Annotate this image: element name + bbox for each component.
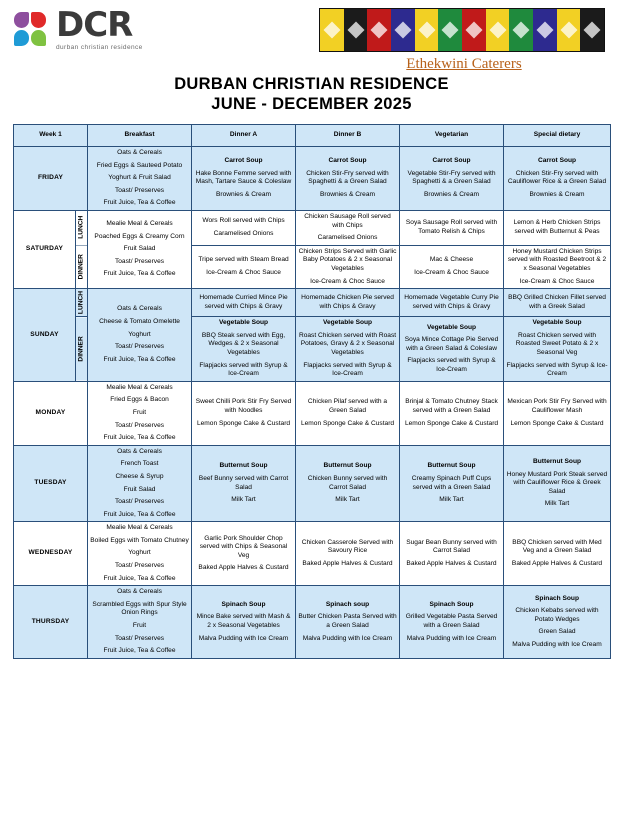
cell-breakfast: [88, 586, 192, 659]
cell-lines-dinnera-friday: [194, 157, 293, 199]
menu-line: Milk Tart: [231, 496, 256, 504]
cell-lines-breakfast-saturday: [90, 220, 189, 279]
menu-line: Toast/ Preserves: [114, 257, 165, 265]
menu-line: Butternut Soup: [427, 462, 476, 470]
cell-dinner-a: [192, 317, 296, 382]
cell-lines-breakfast-thursday: [90, 588, 189, 656]
menu-line: Homemade Vegetable Curry Pie served with Chips & Gravy: [404, 294, 499, 310]
table-row: [14, 445, 611, 522]
menu-line: Sweet Chilli Pork Stir Fry Served with Noodles: [195, 398, 292, 414]
brand-name: DCR: [56, 5, 133, 45]
cell-lines-dinnera-tuesday: [194, 462, 293, 504]
cell-lines-dinner-a-saturday: [194, 256, 293, 277]
menu-line: Caramelised Onions: [213, 229, 274, 237]
menu-line: Mealie Meal & Cereals: [106, 220, 173, 228]
menu-line: Fruit Juice, Tea & Coffee: [103, 647, 176, 655]
menu-line: Yoghurt: [128, 549, 151, 557]
menu-line: Garlic Pork Shoulder Chop served with Chips & Seasonal Veg: [199, 534, 288, 559]
menu-line: Chicken Casserole Served with Savoury Rice: [301, 538, 394, 555]
cell-lines-dinnerb-thursday: [298, 601, 397, 643]
menu-line: Fried Eggs & Bacon: [110, 396, 169, 404]
menu-line: Carrot Soup: [224, 157, 263, 165]
menu-line: Vegetable Soup: [426, 323, 477, 331]
menu-line: Honey Mustard Chicken Strips served with Roasted Beetroot & 2 x Seasonal Vegetables: [507, 247, 607, 272]
cell-dinner-b: [296, 522, 400, 586]
menu-line: Toast/ Preserves: [114, 186, 165, 194]
day-friday: FRIDAY: [14, 147, 88, 211]
cell-lines-veg-monday: [402, 398, 501, 428]
menu-line: BBQ Steak served with Egg, Wedges & 2 x Seasonal Vegetables: [201, 331, 286, 356]
menu-line: Brownies & Cream: [320, 191, 375, 199]
day-tuesday: TUESDAY: [14, 445, 88, 522]
table-row: [14, 586, 611, 659]
table-row: [14, 289, 611, 317]
cell-dinner-a: [192, 445, 296, 522]
menu-line: Flapjacks served with Syrup & Ice-Cream: [199, 361, 288, 378]
menu-line: Caramelised Onions: [317, 234, 378, 242]
menu-line: Green Salad: [538, 628, 576, 636]
menu-line: Spinach Soup: [429, 600, 474, 608]
cell-lines-lunch-sp-sunday: [506, 294, 608, 311]
menu-line: BBQ Grilled Chicken Fillet served with a Greek Salad: [508, 294, 606, 310]
menu-line: Fruit Salad: [123, 245, 156, 253]
menu-line: Ice-Cream & Choc Sauce: [310, 277, 385, 285]
menu-line: Oats & Cereals: [117, 447, 162, 455]
table-row: [14, 381, 611, 445]
menu-line: Yoghurt & Fruit Salad: [108, 174, 171, 182]
cell-dinner-a: [192, 245, 296, 288]
menu-line: Lemon Sponge Cake & Custard: [300, 419, 395, 427]
african-pattern-banner-icon: [319, 8, 605, 52]
menu-line: Toast/ Preserves: [114, 634, 165, 642]
menu-line: Ice-Cream & Choc Sauce: [206, 268, 281, 276]
cell-lines-dinner-veg-saturday: [402, 256, 501, 277]
menu-line: Malva Pudding with Ice Cream: [512, 640, 602, 648]
cell-special: [504, 381, 611, 445]
cell-dinner-b: [296, 317, 400, 382]
label-dinner: DINNER: [76, 317, 88, 382]
cell-special: [504, 210, 611, 245]
cell-dinner-b: [296, 586, 400, 659]
menu-line: Spinach Soup: [221, 600, 266, 608]
menu-line: Mealie Meal & Cereals: [106, 524, 173, 532]
menu-line: Chicken Strips Served with Garlic Baby Potatoes & 2 x Seasonal Vegetables: [298, 247, 397, 272]
menu-line: Spinach soup: [325, 600, 370, 608]
cell-breakfast: [88, 210, 192, 288]
cell-vegetarian: [400, 317, 504, 382]
menu-line: Chicken Pilaf served with a Green Salad: [307, 398, 388, 414]
cell-lines-dinner-veg-sunday: [402, 324, 501, 375]
day-wednesday: WEDNESDAY: [14, 522, 88, 586]
menu-line: Oats & Cereals: [117, 588, 162, 596]
cell-lines-special-monday: [506, 398, 608, 428]
cell-lines-breakfast-monday: [90, 384, 189, 443]
cell-lines-breakfast-friday: [90, 149, 189, 208]
cell-special: [504, 445, 611, 522]
cell-breakfast: [88, 445, 192, 522]
menu-line: Mince Bake served with Mash & 2 x Seasonal Vegetables: [196, 613, 291, 630]
dcr-logo: [14, 5, 143, 52]
cell-lines-dinner-sp-saturday: [506, 248, 608, 286]
day-thursday: THURSDAY: [14, 586, 88, 659]
cell-lines-special-tuesday: [506, 458, 608, 509]
dcr-logo-icon: [14, 12, 48, 48]
cell-lines-special-friday: [506, 157, 608, 199]
menu-line: Mac & Cheese: [429, 256, 474, 264]
menu-line: Mealie Meal & Cereals: [106, 383, 173, 391]
cell-dinner-a: [192, 522, 296, 586]
cell-dinner-b: [296, 210, 400, 245]
cell-lines-dinnera-monday: [194, 398, 293, 428]
cell-lines-dinner-b-saturday: [298, 248, 397, 286]
menu-line: Carrot Soup: [432, 157, 471, 165]
menu-line: Chicken Bunny served with Carrot Salad: [307, 474, 388, 491]
menu-line: Roast Chicken served with Roasted Sweet Potato & 2 x Seasonal Veg: [515, 331, 599, 356]
menu-line: Fruit Juice, Tea & Coffee: [103, 574, 176, 582]
menu-line: Oats & Cereals: [117, 149, 162, 156]
menu-line: Chicken Stir-Fry served with Spaghetti & a Green Salad: [306, 169, 389, 186]
menu-line: Flapjacks served with Syrup & Ice-Cream: [506, 361, 608, 378]
menu-line: French Toast: [120, 460, 159, 468]
cell-dinner-b: [296, 289, 400, 317]
cell-special: [504, 317, 611, 382]
cell-vegetarian: [400, 289, 504, 317]
menu-line: Milk Tart: [544, 500, 570, 508]
cell-lines-special-thursday: [506, 595, 608, 650]
menu-line: Lemon Sponge Cake & Custard: [196, 419, 291, 427]
menu-line: Mexican Pork Stir Fry Served with Cauliflower Mash: [507, 398, 607, 414]
menu-body: [14, 147, 611, 659]
menu-line: Chicken Stir-Fry served with Cauliflower Rice & a Green Salad: [507, 169, 607, 186]
cell-dinner-a: [192, 147, 296, 211]
menu-line: Lemon & Herb Chicken Strips served with Butternut & Peas: [513, 219, 601, 235]
menu-line: Baked Apple Halves & Custard: [302, 560, 393, 568]
header-special-dietary: Special dietary: [504, 125, 611, 147]
menu-line: Creamy Spinach Puff Cups served with a Green Salad: [411, 474, 492, 491]
header-week: Week 1: [14, 125, 88, 147]
caterer-name: Ethekwini Caterers: [406, 56, 522, 72]
menu-line: Roast Chicken served with Roast Potatoes, Gravy & 2 x Seasonal Vegetables: [298, 331, 397, 356]
day-sunday: SUNDAY: [14, 289, 76, 382]
cell-special: [504, 289, 611, 317]
cell-lines-breakfast-tuesday: [90, 448, 189, 520]
menu-line: Soya Sausage Roll served with Tomato Relish & Chips: [405, 219, 498, 235]
menu-line: Toast/ Preserves: [114, 343, 165, 351]
label-lunch: LUNCH: [76, 289, 88, 317]
menu-line: Fruit Juice, Tea & Coffee: [103, 434, 176, 442]
cell-lines-dinner-sp-sunday: [506, 319, 608, 379]
menu-line: Cheese & Tomato Omelette: [99, 318, 180, 326]
menu-line: Homemade Chicken Pie served with Chips & Gravy: [301, 294, 394, 310]
table-row: [14, 210, 611, 245]
menu-line: Vegetable Stir-Fry served with Spaghetti & a Green Salad: [407, 169, 496, 186]
menu-line: Flapjacks served with Syrup & Ice-Cream: [303, 361, 392, 378]
menu-line: Fruit Juice, Tea & Coffee: [103, 510, 176, 518]
cell-lines-veg-thursday: [402, 601, 501, 643]
menu-line: Flapjacks served with Syrup & Ice-Cream: [407, 357, 496, 373]
cell-lines-lunch-sp-saturday: [506, 219, 608, 236]
menu-line: Lemon Sponge Cake & Custard: [510, 419, 604, 427]
menu-line: Vegetable Soup: [322, 319, 373, 327]
cell-lines-special-wednesday: [506, 539, 608, 569]
cell-special: [504, 586, 611, 659]
cell-lines-dinnerb-wednesday: [298, 539, 397, 569]
menu-line: Lemon Sponge Cake & Custard: [404, 419, 499, 427]
cell-lines-dinnera-thursday: [194, 601, 293, 643]
cell-vegetarian: [400, 210, 504, 245]
cell-dinner-a: [192, 210, 296, 245]
menu-line: Homemade Curried Mince Pie served with Chips & Gravy: [199, 294, 288, 310]
day-monday: MONDAY: [14, 381, 88, 445]
menu-line: Malva Pudding with Ice Cream: [302, 634, 393, 642]
menu-line: Butternut Soup: [219, 462, 268, 470]
menu-line: Milk Tart: [439, 496, 464, 504]
menu-line: Brownies & Cream: [529, 191, 585, 199]
menu-line: Vegetable Soup: [532, 319, 582, 327]
cell-breakfast: [88, 381, 192, 445]
title-line-2: JUNE - DECEMBER 2025: [211, 95, 412, 113]
cell-vegetarian: [400, 445, 504, 522]
label-dinner: DINNER: [76, 245, 88, 288]
menu-line: BBQ Chicken served with Med Veg and a Green Salad: [512, 538, 602, 555]
menu-line: Scrambled Eggs with Spur Style Onion Rings: [92, 600, 187, 617]
menu-table: [13, 124, 611, 659]
menu-line: Malva Pudding with Ice Cream: [198, 634, 289, 642]
cell-lines-lunch-b-sunday: [298, 294, 397, 311]
cell-vegetarian: [400, 586, 504, 659]
menu-line: Chicken Kebabs served with Potato Wedges: [515, 607, 599, 623]
menu-line: Sugar Bean Bunny served with Carrot Salad: [406, 538, 497, 555]
cell-dinner-b: [296, 445, 400, 522]
menu-line: Wors Roll served with Chips: [202, 217, 285, 225]
menu-line: Hake Bonne Femme served with Mash, Tartare Sauce & Coleslaw: [195, 169, 292, 186]
cell-lines-dinnerb-friday: [298, 157, 397, 199]
cell-vegetarian: [400, 245, 504, 288]
menu-line: Fruit: [132, 408, 147, 416]
cell-lines-dinner-a-sunday: [194, 319, 293, 379]
menu-line: Chicken Sausage Roll served with Chips: [304, 212, 391, 229]
cell-lines-veg-tuesday: [402, 462, 501, 504]
cell-vegetarian: [400, 147, 504, 211]
menu-line: Poached Eggs & Creamy Corn: [94, 232, 185, 240]
cell-lines-veg-wednesday: [402, 539, 501, 569]
menu-line: Boiled Eggs with Tomato Chutney: [90, 536, 189, 544]
page-title: [0, 74, 623, 114]
cell-lines-breakfast-sunday: [90, 305, 189, 364]
menu-line: Fruit Juice, Tea & Coffee: [103, 355, 176, 363]
table-header-row: [14, 125, 611, 147]
menu-line: Butter Chicken Pasta Served with a Green Salad: [298, 613, 397, 630]
header-breakfast: Breakfast: [88, 125, 192, 147]
menu-line: Cheese & Syrup: [115, 472, 164, 480]
menu-line: Milk Tart: [335, 496, 360, 504]
menu-line: Fruit Juice, Tea & Coffee: [103, 199, 176, 207]
header-vegetarian: Vegetarian: [400, 125, 504, 147]
cell-lines-dinnerb-monday: [298, 398, 397, 428]
menu-line: Ice-Cream & Choc Sauce: [519, 277, 595, 285]
menu-line: Butternut Soup: [533, 458, 581, 466]
menu-line: Malva Pudding with Ice Cream: [406, 634, 497, 642]
menu-line: Ice-Cream & Choc Sauce: [414, 268, 489, 276]
cell-lines-dinnera-wednesday: [194, 535, 293, 573]
menu-line: Carrot Soup: [328, 157, 367, 165]
menu-line: Brownies & Cream: [216, 191, 271, 199]
page-header: [0, 0, 623, 72]
day-saturday: SATURDAY: [14, 210, 76, 288]
menu-line: Fruit Juice, Tea & Coffee: [103, 270, 176, 278]
menu-line: Spinach Soup: [535, 594, 579, 602]
table-row: [14, 147, 611, 211]
header-dinner-a: Dinner A: [192, 125, 296, 147]
cell-dinner-a: [192, 289, 296, 317]
table-row: [14, 522, 611, 586]
cell-breakfast: [88, 147, 192, 211]
cell-vegetarian: [400, 522, 504, 586]
label-lunch: LUNCH: [76, 210, 88, 245]
cell-dinner-a: [192, 586, 296, 659]
cell-dinner-b: [296, 381, 400, 445]
cell-special: [504, 245, 611, 288]
menu-line: Beef Bunny served with Carrot Salad: [198, 474, 289, 491]
menu-line: Toast/ Preserves: [114, 562, 165, 570]
menu-line: Toast/ Preserves: [114, 421, 165, 429]
cell-special: [504, 147, 611, 211]
menu-line: Fried Eggs & Sauteed Potato: [96, 161, 183, 169]
brand-tagline: durban christian residence: [56, 44, 143, 51]
cell-dinner-b: [296, 245, 400, 288]
menu-line: Toast/ Preserves: [114, 498, 165, 506]
menu-line: Carrot Soup: [537, 157, 577, 165]
caterer-block: [319, 8, 609, 73]
cell-lines-lunch-veg-sunday: [402, 294, 501, 311]
cell-vegetarian: [400, 381, 504, 445]
cell-lines-dinnerb-tuesday: [298, 462, 397, 504]
menu-line: Soya Mince Cottage Pie Served with a Green Salad & Coleslaw: [404, 336, 499, 352]
menu-line: Fruit Salad: [123, 485, 156, 493]
cell-dinner-b: [296, 147, 400, 211]
menu-line: Baked Apple Halves & Custard: [511, 560, 603, 568]
menu-line: Tripe served with Steam Bread: [198, 256, 289, 264]
cell-special: [504, 522, 611, 586]
menu-line: Oats & Cereals: [117, 305, 162, 313]
cell-lines-lunch-a-sunday: [194, 294, 293, 311]
menu-line: Butternut Soup: [323, 462, 372, 470]
title-line-1: DURBAN CHRISTIAN RESIDENCE: [174, 75, 449, 93]
cell-lines-breakfast-wednesday: [90, 524, 189, 583]
cell-dinner-a: [192, 381, 296, 445]
cell-lines-dinner-b-sunday: [298, 319, 397, 379]
menu-line: Brownies & Cream: [424, 191, 479, 199]
menu-line: Vegetable Soup: [218, 319, 269, 327]
cell-breakfast: [88, 522, 192, 586]
menu-line: Baked Apple Halves & Custard: [198, 564, 289, 572]
cell-lines-lunch-a-saturday: [194, 217, 293, 238]
menu-line: Yoghurt: [128, 330, 151, 338]
menu-line: Grilled Vegetable Pasta Served with a Green Salad: [405, 613, 498, 630]
cell-lines-veg-friday: [402, 157, 501, 199]
menu-line: Honey Mustard Pork Steak served with Cauliflower Rice & Greek Salad: [506, 470, 608, 495]
menu-line: Fruit: [132, 622, 147, 630]
header-dinner-b: Dinner B: [296, 125, 400, 147]
cell-lines-lunch-veg-saturday: [402, 219, 501, 236]
menu-line: Baked Apple Halves & Custard: [406, 560, 497, 568]
cell-breakfast: [88, 289, 192, 382]
cell-lines-lunch-b-saturday: [298, 213, 397, 243]
menu-line: Brinjal & Tomato Chutney Stack served with a Green Salad: [405, 398, 498, 414]
